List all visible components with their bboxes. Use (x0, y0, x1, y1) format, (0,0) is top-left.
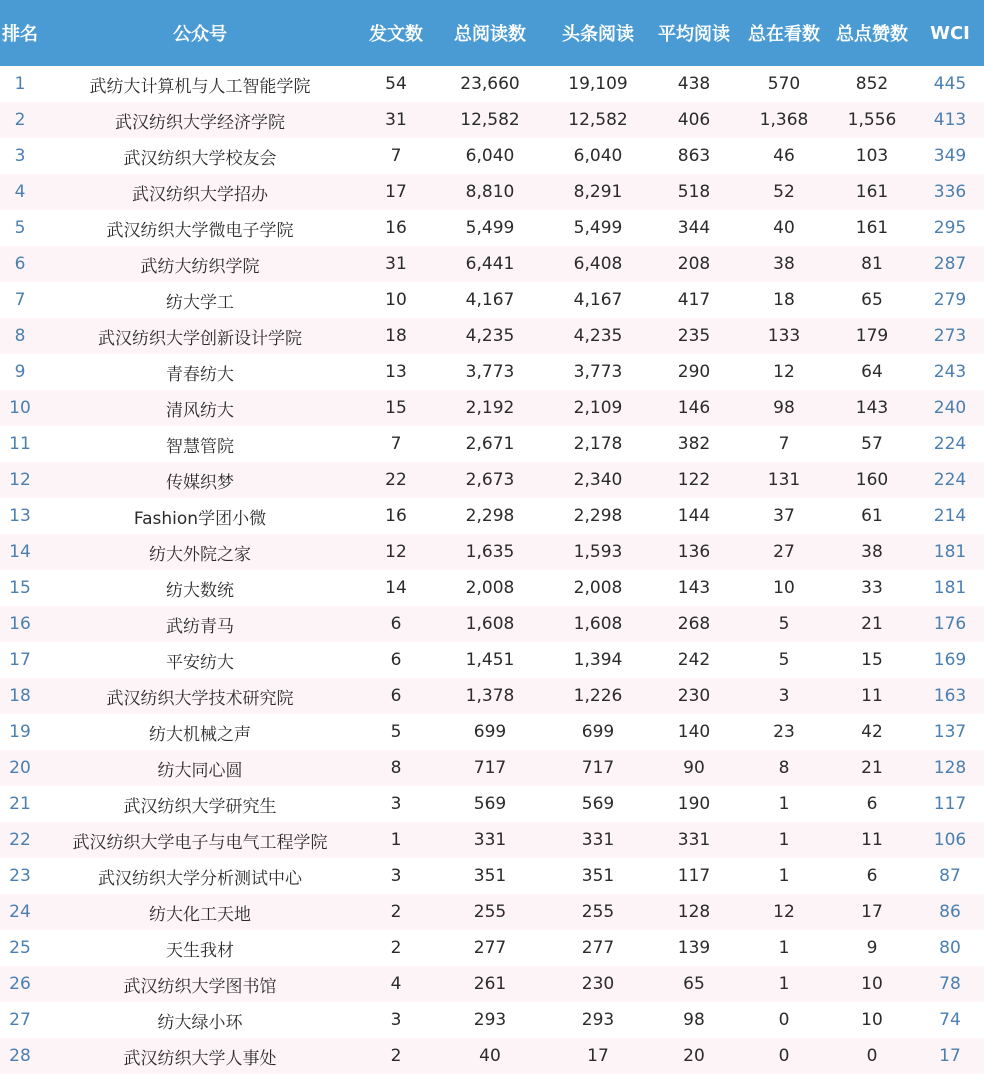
total-likes-cell: 42 (861, 722, 883, 742)
total-reads-cell: 255 (473, 902, 507, 922)
table-body (0, 66, 984, 1074)
total-reads-cell: 5,499 (465, 218, 515, 238)
posts-cell: 15 (385, 398, 407, 418)
posts-cell: 12 (385, 542, 407, 562)
total-views-cell: 7 (778, 434, 790, 454)
total-views-cell: 37 (773, 506, 795, 526)
wci-cell: 128 (933, 758, 967, 778)
rank-cell: 9 (14, 362, 26, 382)
total-views-cell: 23 (773, 722, 795, 742)
headline-reads-cell: 255 (581, 902, 615, 922)
total-reads-cell: 569 (473, 794, 507, 814)
total-views-cell: 12 (773, 362, 795, 382)
rank-cell: 12 (9, 470, 31, 490)
wci-cell: 336 (933, 182, 967, 202)
account-name-cell: 青春纺大 (166, 364, 234, 385)
account-name-cell: 武汉纺织大学校友会 (123, 148, 277, 169)
avg-reads-cell: 242 (677, 650, 711, 670)
total-views-cell: 570 (767, 74, 801, 94)
posts-cell: 6 (390, 614, 402, 634)
wci-cell: 137 (933, 722, 967, 742)
total-likes-cell: 6 (866, 866, 878, 886)
headline-reads-cell: 3,773 (573, 362, 623, 382)
table-row (0, 894, 984, 930)
posts-cell: 4 (390, 974, 402, 994)
wci-cell: 224 (933, 434, 967, 454)
posts-cell: 6 (390, 650, 402, 670)
headline-reads-cell: 569 (581, 794, 615, 814)
header-name: 公众号 (173, 24, 227, 45)
table-row (0, 282, 984, 318)
account-name-cell: 纺大绿小环 (157, 1012, 243, 1033)
table-row (0, 390, 984, 426)
account-name-cell: 清风纺大 (166, 400, 234, 421)
rank-cell: 20 (9, 758, 31, 778)
rank-cell: 25 (9, 938, 31, 958)
account-name-cell: 纺大数统 (166, 580, 234, 601)
total-reads-cell: 12,582 (460, 110, 520, 130)
avg-reads-cell: 65 (683, 974, 705, 994)
account-name-cell: 武汉纺织大学分析测试中心 (98, 868, 302, 889)
avg-reads-cell: 438 (677, 74, 711, 94)
headline-reads-cell: 293 (581, 1010, 615, 1030)
total-reads-cell: 6,040 (465, 146, 515, 166)
total-likes-cell: 33 (861, 578, 883, 598)
posts-cell: 2 (390, 938, 402, 958)
avg-reads-cell: 122 (677, 470, 711, 490)
rank-cell: 8 (14, 326, 26, 346)
rank-cell: 3 (14, 146, 26, 166)
total-views-cell: 8 (778, 758, 790, 778)
total-likes-cell: 0 (866, 1046, 878, 1066)
total-reads-cell: 351 (473, 866, 507, 886)
total-views-cell: 5 (778, 614, 790, 634)
headline-reads-cell: 2,008 (573, 578, 623, 598)
headline-reads-cell: 1,593 (573, 542, 623, 562)
wci-cell: 295 (933, 218, 967, 238)
total-reads-cell: 1,378 (465, 686, 515, 706)
total-reads-cell: 2,671 (465, 434, 515, 454)
headline-reads-cell: 331 (581, 830, 615, 850)
posts-cell: 16 (385, 506, 407, 526)
avg-reads-cell: 20 (683, 1046, 705, 1066)
table-row (0, 210, 984, 246)
account-name-cell: 纺大化工天地 (149, 904, 251, 925)
posts-cell: 16 (385, 218, 407, 238)
posts-cell: 7 (390, 146, 402, 166)
wci-cell: 240 (933, 398, 967, 418)
posts-cell: 6 (390, 686, 402, 706)
headline-reads-cell: 4,167 (573, 290, 623, 310)
table-row (0, 102, 984, 138)
rank-cell: 28 (9, 1046, 31, 1066)
posts-cell: 7 (390, 434, 402, 454)
table-row (0, 786, 984, 822)
rank-cell: 1 (14, 74, 26, 94)
headline-reads-cell: 230 (581, 974, 615, 994)
table-row (0, 714, 984, 750)
wci-cell: 117 (933, 794, 967, 814)
rank-cell: 10 (9, 398, 31, 418)
total-reads-cell: 4,235 (465, 326, 515, 346)
header-wci: WCI (930, 22, 970, 44)
total-reads-cell: 8,810 (465, 182, 515, 202)
posts-cell: 31 (385, 254, 407, 274)
total-reads-cell: 1,608 (465, 614, 515, 634)
total-likes-cell: 143 (855, 398, 889, 418)
total-reads-cell: 331 (473, 830, 507, 850)
header-row (0, 0, 984, 66)
posts-cell: 14 (385, 578, 407, 598)
total-likes-cell: 64 (861, 362, 883, 382)
total-likes-cell: 1,556 (847, 110, 897, 130)
wci-cell: 279 (933, 290, 967, 310)
table-row (0, 1002, 984, 1038)
header-rank: 排名 (2, 24, 38, 45)
avg-reads-cell: 230 (677, 686, 711, 706)
table-row (0, 606, 984, 642)
headline-reads-cell: 8,291 (573, 182, 623, 202)
posts-cell: 3 (390, 866, 402, 886)
wci-cell: 106 (933, 830, 967, 850)
table-row (0, 642, 984, 678)
posts-cell: 22 (385, 470, 407, 490)
total-likes-cell: 11 (861, 830, 883, 850)
table-row (0, 462, 984, 498)
total-views-cell: 1 (778, 794, 790, 814)
total-reads-cell: 2,298 (465, 506, 515, 526)
total-views-cell: 133 (767, 326, 801, 346)
total-likes-cell: 103 (855, 146, 889, 166)
headline-reads-cell: 2,109 (573, 398, 623, 418)
account-name-cell: 武汉纺织大学电子与电气工程学院 (72, 832, 328, 853)
avg-reads-cell: 417 (677, 290, 711, 310)
avg-reads-cell: 128 (677, 902, 711, 922)
headline-reads-cell: 277 (581, 938, 615, 958)
rank-cell: 11 (9, 434, 31, 454)
avg-reads-cell: 208 (677, 254, 711, 274)
rank-cell: 18 (9, 686, 31, 706)
total-likes-cell: 9 (866, 938, 878, 958)
wci-cell: 224 (933, 470, 967, 490)
wci-cell: 86 (939, 902, 961, 922)
posts-cell: 31 (385, 110, 407, 130)
table-row (0, 174, 984, 210)
headline-reads-cell: 4,235 (573, 326, 623, 346)
total-views-cell: 1 (778, 830, 790, 850)
account-name-cell: 武汉纺织大学微电子学院 (106, 220, 294, 241)
rank-cell: 24 (9, 902, 31, 922)
avg-reads-cell: 518 (677, 182, 711, 202)
table-row (0, 66, 984, 102)
account-name-cell: 纺大外院之家 (149, 544, 251, 565)
headline-reads-cell: 699 (581, 722, 615, 742)
posts-cell: 5 (390, 722, 402, 742)
total-likes-cell: 160 (855, 470, 889, 490)
account-name-cell: 纺大学工 (166, 292, 234, 313)
wci-cell: 445 (933, 74, 967, 94)
header-posts: 发文数 (369, 24, 423, 45)
table-row (0, 966, 984, 1002)
headline-reads-cell: 2,298 (573, 506, 623, 526)
total-reads-cell: 4,167 (465, 290, 515, 310)
posts-cell: 54 (385, 74, 407, 94)
avg-reads-cell: 863 (677, 146, 711, 166)
total-reads-cell: 40 (479, 1046, 501, 1066)
rank-cell: 7 (14, 290, 26, 310)
header-total-reads: 总阅读数 (454, 24, 526, 45)
table-row (0, 1038, 984, 1074)
account-name-cell: 武纺青马 (166, 616, 234, 637)
header-total-views: 总在看数 (748, 24, 820, 45)
total-likes-cell: 852 (855, 74, 889, 94)
wci-cell: 80 (939, 938, 961, 958)
table-row (0, 930, 984, 966)
avg-reads-cell: 146 (677, 398, 711, 418)
wci-cell: 169 (933, 650, 967, 670)
account-name-cell: 武汉纺织大学人事处 (123, 1048, 277, 1069)
account-name-cell: 武纺大纺织学院 (140, 256, 260, 277)
avg-reads-cell: 144 (677, 506, 711, 526)
avg-reads-cell: 90 (683, 758, 705, 778)
posts-cell: 3 (390, 1010, 402, 1030)
wci-cell: 413 (933, 110, 967, 130)
total-views-cell: 1 (778, 866, 790, 886)
posts-cell: 8 (390, 758, 402, 778)
table-row (0, 534, 984, 570)
headline-reads-cell: 19,109 (568, 74, 628, 94)
rank-cell: 16 (9, 614, 31, 634)
total-likes-cell: 161 (855, 182, 889, 202)
total-likes-cell: 11 (861, 686, 883, 706)
headline-reads-cell: 6,040 (573, 146, 623, 166)
headline-reads-cell: 5,499 (573, 218, 623, 238)
table-row (0, 318, 984, 354)
headline-reads-cell: 1,226 (573, 686, 623, 706)
rank-cell: 5 (14, 218, 26, 238)
total-reads-cell: 2,673 (465, 470, 515, 490)
wci-cell: 74 (939, 1010, 961, 1030)
total-views-cell: 1 (778, 974, 790, 994)
total-reads-cell: 261 (473, 974, 507, 994)
total-reads-cell: 1,451 (465, 650, 515, 670)
avg-reads-cell: 136 (677, 542, 711, 562)
posts-cell: 2 (390, 1046, 402, 1066)
avg-reads-cell: 117 (677, 866, 711, 886)
wci-cell: 243 (933, 362, 967, 382)
rank-cell: 4 (14, 182, 26, 202)
total-views-cell: 0 (778, 1046, 790, 1066)
headline-reads-cell: 2,178 (573, 434, 623, 454)
total-likes-cell: 10 (861, 974, 883, 994)
total-reads-cell: 6,441 (465, 254, 515, 274)
total-views-cell: 27 (773, 542, 795, 562)
total-reads-cell: 23,660 (460, 74, 520, 94)
posts-cell: 17 (385, 182, 407, 202)
wci-cell: 181 (933, 578, 967, 598)
account-name-cell: 纺大同心圆 (157, 760, 243, 781)
headline-reads-cell: 12,582 (568, 110, 628, 130)
rank-cell: 15 (9, 578, 31, 598)
wci-cell: 273 (933, 326, 967, 346)
table-header (0, 0, 984, 66)
headline-reads-cell: 6,408 (573, 254, 623, 274)
wci-cell: 181 (933, 542, 967, 562)
avg-reads-cell: 382 (677, 434, 711, 454)
rank-cell: 21 (9, 794, 31, 814)
table-row (0, 678, 984, 714)
table-row (0, 750, 984, 786)
headline-reads-cell: 351 (581, 866, 615, 886)
account-name-cell: 武汉纺织大学图书馆 (123, 976, 277, 997)
total-likes-cell: 21 (861, 614, 883, 634)
posts-cell: 10 (385, 290, 407, 310)
total-views-cell: 38 (773, 254, 795, 274)
account-name-cell: 纺大机械之声 (149, 724, 251, 745)
table-row (0, 426, 984, 462)
total-likes-cell: 179 (855, 326, 889, 346)
total-likes-cell: 15 (861, 650, 883, 670)
rank-cell: 26 (9, 974, 31, 994)
total-views-cell: 52 (773, 182, 795, 202)
account-name-cell: 武汉纺织大学招办 (132, 184, 268, 205)
total-reads-cell: 1,635 (465, 542, 515, 562)
total-likes-cell: 61 (861, 506, 883, 526)
headline-reads-cell: 17 (587, 1046, 609, 1066)
total-likes-cell: 38 (861, 542, 883, 562)
wci-cell: 349 (933, 146, 967, 166)
wci-cell: 163 (933, 686, 967, 706)
total-views-cell: 12 (773, 902, 795, 922)
total-reads-cell: 717 (473, 758, 507, 778)
table-row (0, 858, 984, 894)
rank-cell: 6 (14, 254, 26, 274)
posts-cell: 3 (390, 794, 402, 814)
posts-cell: 18 (385, 326, 407, 346)
rank-cell: 22 (9, 830, 31, 850)
avg-reads-cell: 290 (677, 362, 711, 382)
headline-reads-cell: 2,340 (573, 470, 623, 490)
rank-cell: 14 (9, 542, 31, 562)
total-views-cell: 131 (767, 470, 801, 490)
avg-reads-cell: 235 (677, 326, 711, 346)
total-views-cell: 46 (773, 146, 795, 166)
total-views-cell: 3 (778, 686, 790, 706)
avg-reads-cell: 331 (677, 830, 711, 850)
header-total-likes: 总点赞数 (836, 24, 908, 45)
total-likes-cell: 57 (861, 434, 883, 454)
table-row (0, 570, 984, 606)
posts-cell: 1 (390, 830, 402, 850)
total-reads-cell: 2,192 (465, 398, 515, 418)
account-name-cell: 武汉纺织大学技术研究院 (106, 688, 294, 709)
total-views-cell: 18 (773, 290, 795, 310)
total-likes-cell: 10 (861, 1010, 883, 1030)
total-likes-cell: 6 (866, 794, 878, 814)
total-reads-cell: 293 (473, 1010, 507, 1030)
wci-cell: 214 (933, 506, 967, 526)
table-row (0, 246, 984, 282)
total-views-cell: 10 (773, 578, 795, 598)
account-name-cell: 武汉纺织大学创新设计学院 (98, 328, 302, 349)
avg-reads-cell: 190 (677, 794, 711, 814)
account-name-cell: 传媒织梦 (166, 472, 234, 493)
total-reads-cell: 277 (473, 938, 507, 958)
total-likes-cell: 21 (861, 758, 883, 778)
rank-cell: 13 (9, 506, 31, 526)
total-views-cell: 98 (773, 398, 795, 418)
total-reads-cell: 699 (473, 722, 507, 742)
rank-cell: 17 (9, 650, 31, 670)
wci-cell: 78 (939, 974, 961, 994)
rank-cell: 27 (9, 1010, 31, 1030)
account-name-cell: 平安纺大 (166, 652, 234, 673)
wci-cell: 17 (939, 1046, 961, 1066)
total-likes-cell: 81 (861, 254, 883, 274)
rank-cell: 2 (14, 110, 26, 130)
avg-reads-cell: 406 (677, 110, 711, 130)
posts-cell: 2 (390, 902, 402, 922)
total-views-cell: 1 (778, 938, 790, 958)
table-row (0, 354, 984, 390)
avg-reads-cell: 139 (677, 938, 711, 958)
avg-reads-cell: 140 (677, 722, 711, 742)
avg-reads-cell: 268 (677, 614, 711, 634)
avg-reads-cell: 143 (677, 578, 711, 598)
total-views-cell: 40 (773, 218, 795, 238)
total-likes-cell: 65 (861, 290, 883, 310)
table-row (0, 498, 984, 534)
rank-cell: 19 (9, 722, 31, 742)
total-likes-cell: 17 (861, 902, 883, 922)
account-name-cell: 智慧管院 (166, 436, 234, 457)
wci-cell: 87 (939, 866, 961, 886)
headline-reads-cell: 1,608 (573, 614, 623, 634)
table-row (0, 138, 984, 174)
headline-reads-cell: 717 (581, 758, 615, 778)
rank-cell: 23 (9, 866, 31, 886)
total-views-cell: 0 (778, 1010, 790, 1030)
total-reads-cell: 3,773 (465, 362, 515, 382)
account-name-cell: 武纺大计算机与人工智能学院 (89, 76, 311, 97)
table-row (0, 822, 984, 858)
header-headline-reads: 头条阅读 (562, 24, 634, 45)
total-likes-cell: 161 (855, 218, 889, 238)
total-reads-cell: 2,008 (465, 578, 515, 598)
account-name-cell: Fashion学团小微 (133, 508, 267, 529)
wci-cell: 287 (933, 254, 967, 274)
account-name-cell: 武汉纺织大学经济学院 (115, 112, 285, 133)
wci-cell: 176 (933, 614, 967, 634)
total-views-cell: 5 (778, 650, 790, 670)
headline-reads-cell: 1,394 (573, 650, 623, 670)
header-avg-reads: 平均阅读 (658, 24, 730, 45)
account-name-cell: 武汉纺织大学研究生 (123, 796, 277, 817)
account-name-cell: 天生我材 (166, 940, 234, 961)
avg-reads-cell: 98 (683, 1010, 705, 1030)
posts-cell: 13 (385, 362, 407, 382)
avg-reads-cell: 344 (677, 218, 711, 238)
total-views-cell: 1,368 (759, 110, 809, 130)
